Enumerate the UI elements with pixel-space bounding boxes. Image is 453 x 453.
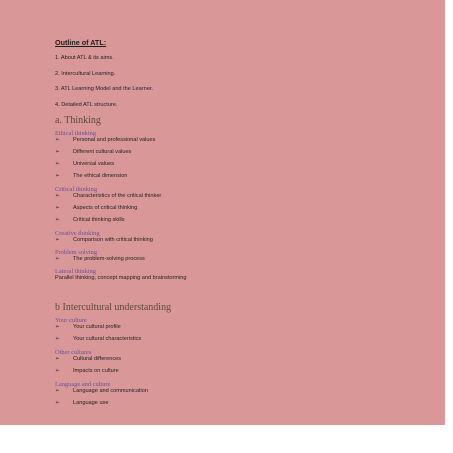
list-item	[55, 336, 435, 343]
list-item	[55, 205, 435, 212]
list-item	[55, 161, 435, 168]
arrow-bullet-icon: ➢	[55, 192, 60, 199]
group-title-critical-thinking: Critical thinking	[55, 185, 98, 193]
group-title-other-cultures: Other cultures	[55, 348, 92, 356]
list-item-text: Cultural differences	[73, 355, 122, 362]
list-item	[55, 173, 435, 180]
list-item-text: Universal values	[73, 160, 115, 167]
arrow-bullet-icon: ➢	[55, 204, 60, 211]
section-heading-thinking: a. Thinking	[55, 114, 101, 126]
outline-item: 1. About ATL & its aims.	[55, 55, 114, 61]
group-title-problem-solving: Problem solving	[55, 248, 98, 256]
outline-item: 3. ATL Learning Model and the Learner.	[55, 86, 153, 92]
list-item-text: Different cultural values	[73, 148, 132, 155]
list-item-text: Language use	[73, 399, 109, 406]
list-item-text: Your cultural profile	[73, 323, 121, 330]
arrow-bullet-icon: ➢	[55, 399, 60, 406]
group-title-language-and-culture: Language and culture	[55, 380, 111, 388]
arrow-bullet-icon: ➢	[55, 172, 60, 179]
list-item-text: Aspects of critical thinking	[73, 204, 138, 211]
arrow-bullet-icon: ➢	[55, 255, 60, 262]
list-item	[55, 137, 435, 144]
list-item-text: The problem-solving process	[73, 255, 145, 262]
arrow-bullet-icon: ➢	[55, 136, 60, 143]
list-item	[55, 368, 435, 375]
list-item	[55, 149, 435, 156]
list-item-text: Impacts on culture	[73, 367, 119, 374]
arrow-bullet-icon: ➢	[55, 335, 60, 342]
list-item	[55, 324, 435, 331]
lateral-thinking-text: Parallel thinking, concept mapping and brainstorming	[55, 274, 187, 281]
arrow-bullet-icon: ➢	[55, 323, 60, 330]
arrow-bullet-icon: ➢	[55, 148, 60, 155]
list-item	[55, 356, 435, 363]
arrow-bullet-icon: ➢	[55, 160, 60, 167]
list-item	[55, 237, 435, 244]
arrow-bullet-icon: ➢	[55, 367, 60, 374]
list-item-text: Your cultural characteristics	[73, 335, 142, 342]
outline-item: 4. Detailed ATL structure.	[55, 101, 118, 108]
group-title-your-culture: Your culture	[55, 316, 87, 324]
list-item	[55, 400, 435, 407]
outline-title: Outline of ATL:	[55, 38, 107, 47]
list-item-text: Comparison with critical thinking	[73, 236, 153, 243]
document-content	[55, 38, 435, 407]
list-item	[55, 388, 435, 395]
arrow-bullet-icon: ➢	[55, 355, 60, 362]
arrow-bullet-icon: ➢	[55, 387, 60, 394]
group-title-creative-thinking: Creative thinking	[55, 229, 100, 237]
list-item-text: Language and communication	[73, 387, 148, 394]
group-title-ethical-thinking: Ethical thinking	[55, 129, 96, 137]
list-item-text: The ethical dimension	[73, 172, 128, 179]
group-title-lateral-thinking: Lateral thinking	[55, 267, 96, 275]
list-item-text: Personal and professional values	[73, 136, 156, 143]
list-item	[55, 217, 435, 224]
list-item-text: Critical thinking skills	[73, 216, 125, 223]
arrow-bullet-icon: ➢	[55, 216, 60, 223]
arrow-bullet-icon: ➢	[55, 236, 60, 243]
list-item	[55, 193, 435, 200]
list-item	[55, 256, 435, 263]
list-item-text: Characteristics of the critical thinker	[73, 192, 162, 199]
section-heading-intercultural: b Intercultural understanding	[55, 301, 172, 313]
outline-item: 2. Intercultural Learning.	[55, 70, 116, 77]
